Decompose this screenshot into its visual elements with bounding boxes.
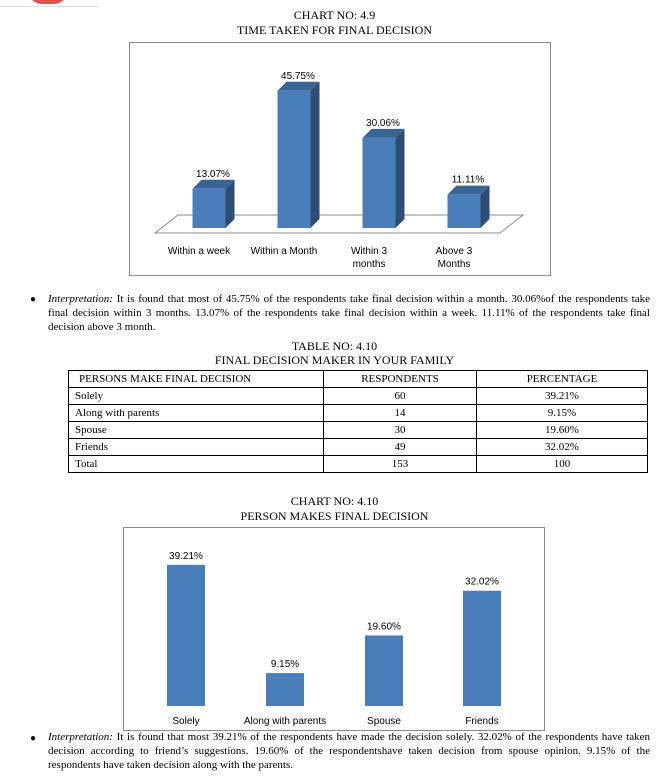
table-cell: 49 xyxy=(324,439,477,456)
bullet-2: ● xyxy=(30,733,37,744)
table-cell: 39.21% xyxy=(477,388,648,405)
chart2-data-label: 19.60% xyxy=(367,621,401,633)
decision-maker-table xyxy=(68,370,648,473)
chart1-bar-side xyxy=(311,82,320,228)
interpretation-1-label: Interpretation: xyxy=(48,293,113,305)
chart2-tick-label: Along with parents xyxy=(243,716,327,727)
chart1-data-label: 45.75% xyxy=(281,70,315,82)
table-cell: Friends xyxy=(69,439,324,456)
chart1-tick-label: Within a week xyxy=(167,246,231,257)
chart1-title: TIME TAKEN FOR FINAL DECISION xyxy=(236,23,433,37)
table-row xyxy=(69,405,648,422)
chart2-data-label: 39.21% xyxy=(169,550,203,562)
chart1-bar xyxy=(278,91,311,228)
table-cell: 100 xyxy=(477,456,648,473)
table-cell: Solely xyxy=(69,388,324,405)
chart1-data-label: 13.07% xyxy=(196,168,230,180)
chart1-bar xyxy=(193,189,226,228)
chart2-tick-label: Spouse xyxy=(367,716,401,727)
table-cell: 32.02% xyxy=(477,439,648,456)
chart2-bar xyxy=(463,591,501,706)
chart1-tick-label: Months xyxy=(437,259,471,270)
chart1-svg xyxy=(130,43,550,275)
chart1-data-label: 11.11% xyxy=(451,174,485,186)
chart1-tick-label: Within 3 xyxy=(350,246,388,257)
table-row xyxy=(69,388,648,405)
interpretation-2-text: It is found that most 39.21% of the respondents have made the decision solely. 32.02% of the respondents have taken decision according to friend’s suggestions. 19.60% of the respondentshave taken decision from spouse opinion. 9.15% of the respondents have taken decision along with the parents. xyxy=(48,731,650,771)
chart2-bar xyxy=(167,565,205,706)
table-cell: 19.60% xyxy=(477,422,648,439)
interpretation-1 xyxy=(48,292,650,334)
chart2-bar xyxy=(266,673,304,706)
chart1-bar xyxy=(448,195,481,228)
table-cell: 30 xyxy=(324,422,477,439)
chart1-bar xyxy=(363,138,396,228)
table-cell: Along with parents xyxy=(69,405,324,422)
chart2-svg xyxy=(124,528,544,730)
table-cell: 14 xyxy=(324,405,477,422)
chart2-tick-label: Solely xyxy=(172,716,200,727)
chart1-tick-label: Above 3 xyxy=(435,246,473,257)
table-header-cell: PERSONS MAKE FINAL DECISION xyxy=(69,371,324,388)
chart2-number: CHART NO: 4.10 xyxy=(290,494,379,508)
table-cell: 60 xyxy=(324,388,477,405)
chart1-number: CHART NO: 4.9 xyxy=(293,8,376,22)
table-header-cell: RESPONDENTS xyxy=(324,371,477,388)
table-row xyxy=(69,422,648,439)
interpretation-2 xyxy=(48,730,650,772)
chart2-tick-label: Friends xyxy=(465,716,499,727)
chart1-frame xyxy=(129,42,551,276)
table-cell: 153 xyxy=(324,456,477,473)
chart2-title: PERSON MAKES FINAL DECISION xyxy=(240,509,429,523)
header-logo xyxy=(0,0,98,7)
table-number: TABLE NO: 4.10 xyxy=(291,339,378,353)
chart1-bar-side xyxy=(396,129,405,228)
chart2-data-label: 9.15% xyxy=(270,659,300,671)
bullet-1: ● xyxy=(30,294,37,305)
table-cell: Spouse xyxy=(69,422,324,439)
table-header-row xyxy=(69,371,648,388)
interpretation-1-text: It is found that most of 45.75% of the respondents take final decision within a month. 30.06%of the respondents take final decision within 3 months. 13.07% of the respondents take final decision within a week. 11.11% of the respondents take final decision above 3 month. xyxy=(48,293,650,333)
table-title: FINAL DECISION MAKER IN YOUR FAMILY xyxy=(214,353,455,367)
table-row xyxy=(69,456,648,473)
table-cell: Total xyxy=(69,456,324,473)
table-row xyxy=(69,439,648,456)
chart2-frame xyxy=(123,527,545,731)
interpretation-2-label: Interpretation: xyxy=(48,731,113,743)
chart1-tick-label: months xyxy=(352,259,386,270)
table-cell: 9.15% xyxy=(477,405,648,422)
chart2-data-label: 32.02% xyxy=(465,576,499,588)
chart2-bar xyxy=(365,635,403,706)
table-header-cell: PERCENTAGE xyxy=(477,371,648,388)
chart1-data-label: 30.06% xyxy=(366,117,400,129)
chart1-tick-label: Within a Month xyxy=(250,246,318,257)
